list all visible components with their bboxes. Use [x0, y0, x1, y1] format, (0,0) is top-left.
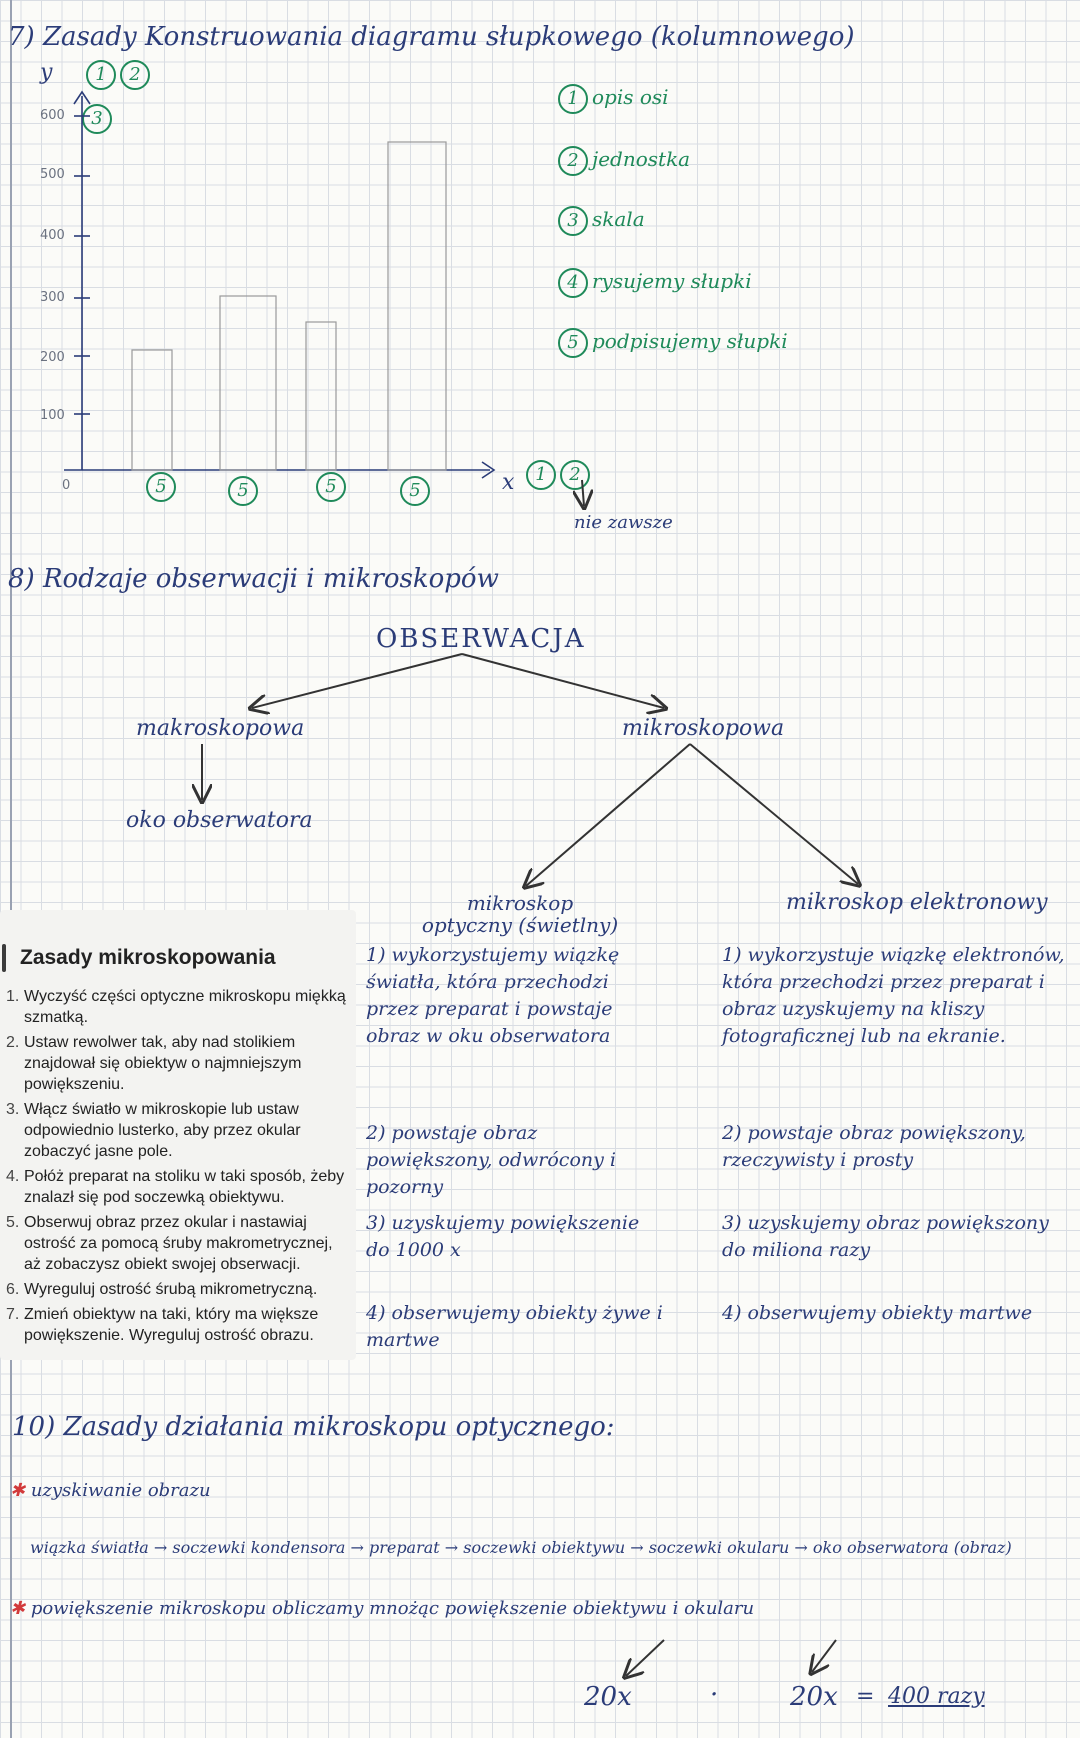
- legend-label: jednostka: [592, 147, 691, 171]
- marker-5: 5: [146, 472, 176, 502]
- marker-2: 2: [120, 60, 150, 90]
- bullet-text: uzyskiwanie obrazu: [30, 1480, 211, 1501]
- legend-label: skala: [592, 207, 645, 231]
- y-tick-0: 0: [62, 478, 71, 493]
- electron-point-1: 1) wykorzystuje wiązkę elektronów, która przechodzi przez preparat i obraz uzyskujemy na kliszy fotograficznej lub na ekranie.: [722, 944, 1065, 1047]
- arrow-to-objective: [626, 1640, 664, 1676]
- red-star-icon: ✱: [10, 1598, 31, 1619]
- section7-title: 7) Zasady Konstruowania diagramu słupkowego (kolumnowego): [8, 22, 855, 52]
- item-number: 3.: [6, 1101, 20, 1118]
- chart-bars: [132, 142, 446, 470]
- light-path-flow: wiązka światła → soczewki kondensora → preparat → soczewki obiektywu → soczewki okularu → oko obserwatora (obraz): [30, 1538, 1012, 1557]
- y-tick-400: 400: [40, 228, 65, 243]
- arrow-to-eyepiece: [812, 1640, 836, 1672]
- marker-5: 5: [400, 476, 430, 506]
- legend-label: opis osi: [592, 85, 669, 109]
- marker-5: 5: [316, 472, 346, 502]
- optical-point-3: 3) uzyskujemy powiększenie do 1000 x: [366, 1212, 640, 1261]
- item-number: 4.: [6, 1168, 20, 1185]
- equals-sign: =: [856, 1684, 875, 1709]
- chart-axes: [64, 92, 494, 478]
- bar-2: [220, 296, 276, 470]
- note-not-always: nie zawsze: [574, 512, 673, 533]
- card-title: Zasady mikroskopowania: [20, 946, 276, 969]
- item-text: Obserwuj obraz przez okular i nastawiaj ostrość za pomocą śruby makrometrycznej, aż zobaczysz obiekt swojej obserwacji.: [24, 1214, 333, 1273]
- section8-title: 8) Rodzaje obserwacji i mikroskopów: [8, 564, 499, 594]
- legend-num: 5: [558, 328, 588, 358]
- marker-1: 1: [86, 60, 116, 90]
- objective-magnification: 20x: [584, 1682, 632, 1712]
- item-number: 7.: [6, 1306, 20, 1323]
- y-tick-600: 600: [40, 108, 65, 123]
- bar-1: [132, 350, 172, 470]
- item-text: Wyczyść części optyczne mikroskopu miękką szmatką.: [24, 988, 346, 1026]
- electron-point-2: 2) powstaje obraz powiększony, rzeczywisty i prosty: [722, 1122, 1026, 1171]
- arrow-to-micro: [462, 654, 664, 708]
- legend-num: 2: [558, 146, 588, 176]
- section10-title: 10) Zasady działania mikroskopu optycznego:: [12, 1412, 615, 1442]
- red-star-icon: ✱: [10, 1480, 31, 1501]
- total-magnification: 400 razy: [888, 1684, 985, 1709]
- bar-3: [306, 322, 336, 470]
- optical-point-1: 1) wykorzystujemy wiązkę światła, która przechodzi przez preparat i powstaje obraz w oku obserwatora: [366, 944, 620, 1047]
- legend-label: rysujemy słupki: [592, 269, 752, 293]
- bar-4: [388, 142, 446, 470]
- observer-eye-node: oko obserwatora: [126, 808, 313, 833]
- legend-num: 1: [558, 84, 588, 114]
- legend-num: 3: [558, 206, 588, 236]
- arrow-to-note: [582, 480, 584, 506]
- arrow-to-optical: [526, 744, 690, 886]
- item-text: Włącz światło w mikroskopie lub ustaw odpowiednio lusterko, aby przez okular zobaczyć jasne pole.: [24, 1101, 301, 1160]
- marker-1: 1: [526, 460, 556, 490]
- y-tick-500: 500: [40, 167, 65, 182]
- y-axis-label: y: [40, 60, 53, 85]
- item-text: Ustaw rewolwer tak, aby nad stolikiem znajdował się obiektyw o najmniejszym powiększeniu.: [24, 1034, 302, 1093]
- optical-point-4: 4) obserwujemy obiekty żywe i martwe: [366, 1302, 663, 1351]
- item-number: 1.: [6, 988, 20, 1005]
- marker-5: 5: [228, 476, 258, 506]
- marker-2: 2: [560, 460, 590, 490]
- eyepiece-magnification: 20x: [790, 1682, 838, 1712]
- electron-microscope-node: mikroskop elektronowy: [786, 890, 1048, 915]
- arrow-to-electron: [690, 744, 858, 884]
- multiply-dot: ·: [710, 1680, 719, 1710]
- electron-point-4: 4) obserwujemy obiekty martwe: [722, 1302, 1033, 1324]
- legend-label: podpisujemy słupki: [592, 329, 788, 353]
- item-number: 5.: [6, 1214, 20, 1231]
- arrow-to-macro: [252, 654, 462, 708]
- bullet-text: powiększenie mikroskopu obliczamy mnożąc powiększenie obiektywu i okularu: [30, 1598, 755, 1619]
- x-axis-label: x: [502, 470, 515, 495]
- macroscopic-node: makroskopowa: [136, 716, 305, 741]
- item-text: Połóż preparat na stoliku w taki sposób, żeby znalazł się pod soczewką obiektywu.: [24, 1168, 345, 1206]
- tree-arrows: [202, 480, 858, 1676]
- electron-point-3: 3) uzyskujemy obraz powiększony do miliona razy: [722, 1212, 1049, 1261]
- microscopic-node: mikroskopowa: [622, 716, 785, 741]
- optical-point-2: 2) powstaje obraz powiększony, odwrócony i pozorny: [366, 1122, 616, 1198]
- observation-root: OBSERWACJA: [376, 624, 586, 654]
- item-text: Zmień obiektyw na taki, który ma większe powiększenie. Wyreguluj ostrość obrazu.: [24, 1306, 319, 1344]
- y-tick-100: 100: [40, 408, 65, 423]
- marker-3: 3: [82, 104, 112, 134]
- y-tick-300: 300: [40, 290, 65, 305]
- item-text: Wyreguluj ostrość śrubą mikrometryczną.: [24, 1281, 318, 1298]
- item-number: 2.: [6, 1034, 20, 1051]
- y-tick-200: 200: [40, 350, 65, 365]
- legend-num: 4: [558, 268, 588, 298]
- optical-microscope-node: mikroskop optyczny (świetlny): [421, 891, 619, 937]
- item-number: 6.: [6, 1281, 20, 1298]
